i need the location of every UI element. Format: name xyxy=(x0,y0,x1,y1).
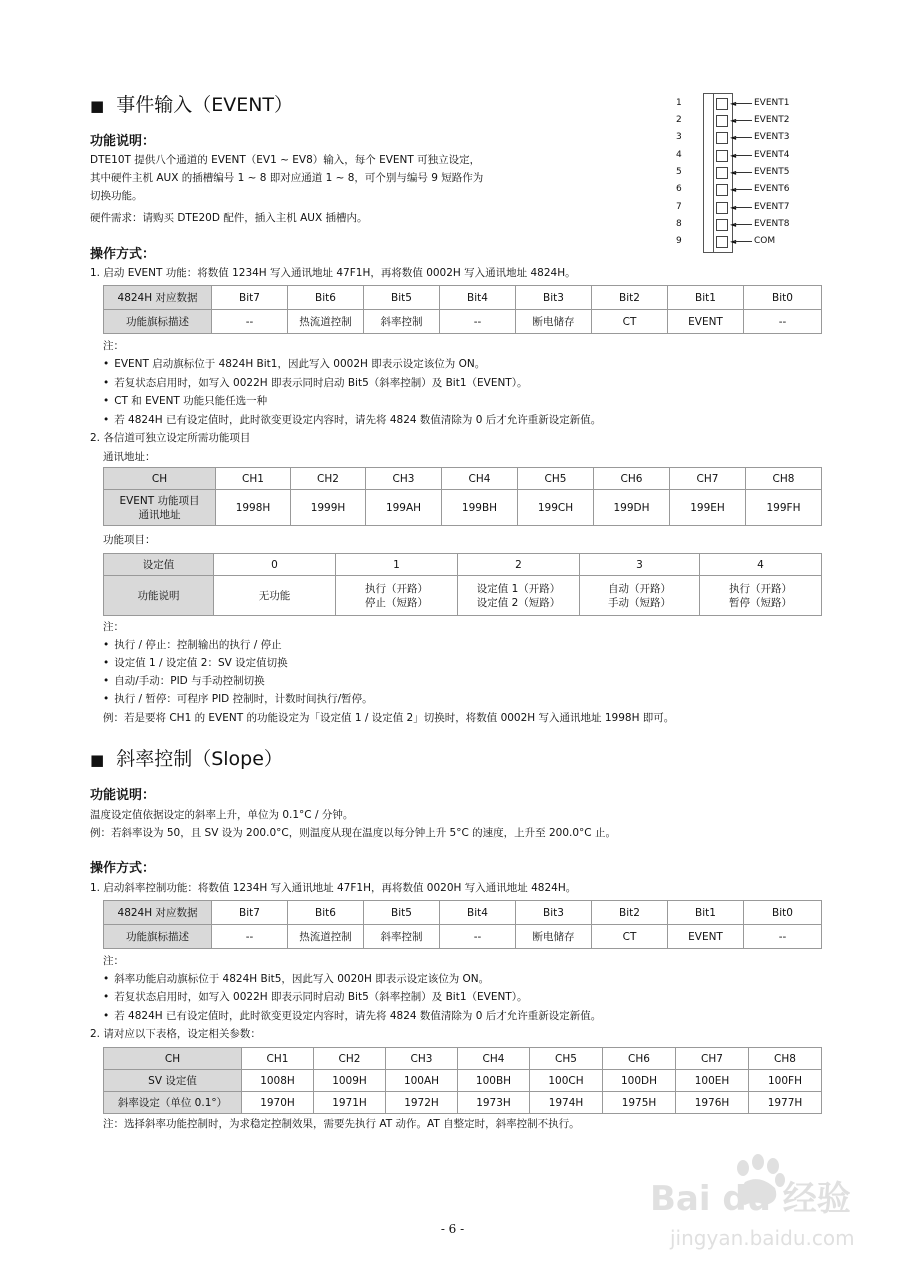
desc-line: 例：若斜率设为 50，且 SV 设为 200.0°C，则温度从现在温度以每分钟上升 5°C 的速度，上升至 200.0°C 止。 xyxy=(90,827,616,839)
table-cell: 199EH xyxy=(670,490,746,526)
table-header-cell: 4824H 对应数据 xyxy=(104,901,212,925)
terminal-label: EVENT2 xyxy=(754,115,790,125)
table-cell: 4 xyxy=(700,554,822,576)
note-item: • EVENT 启动旗标位于 4824H Bit1，因此写入 0002H 即表示设定该位为 ON。 xyxy=(103,357,485,371)
step-1: 1. 启动 EVENT 功能：将数值 1234H 写入通讯地址 47F1H，再将数值 0002H 写入通讯地址 4824H。 xyxy=(90,267,576,279)
table-cell: CH7 xyxy=(670,468,746,490)
table-cell: CH8 xyxy=(749,1048,822,1070)
pin-number: 8 xyxy=(676,219,682,229)
table-cell: CH5 xyxy=(530,1048,603,1070)
pin-number: 6 xyxy=(676,184,682,194)
arrow-left-icon: ◄ xyxy=(730,116,737,125)
table-cell: 1999H xyxy=(291,490,366,526)
desc-line: 温度设定值依据设定的斜率上升，单位为 0.1°C / 分钟。 xyxy=(90,809,354,821)
table-cell: 100EH xyxy=(676,1070,749,1092)
table-cell: Bit0 xyxy=(744,901,822,925)
table-cell: 199FH xyxy=(746,490,822,526)
pin-number: 5 xyxy=(676,167,682,177)
table-cell: 1008H xyxy=(242,1070,314,1092)
table-cell: 断电储存 xyxy=(516,310,592,334)
terminal-label: EVENT6 xyxy=(754,184,790,194)
bit-table-event xyxy=(103,285,822,334)
table-cell: -- xyxy=(744,310,822,334)
pin-number: 2 xyxy=(676,115,682,125)
terminal-label: EVENT5 xyxy=(754,167,790,177)
table-cell: Bit7 xyxy=(212,901,288,925)
arrow-left-icon: ◄ xyxy=(730,220,737,229)
table-cell: Bit3 xyxy=(516,286,592,310)
table-cell: 1974H xyxy=(530,1092,603,1114)
note-item: • 若 4824H 已有设定值时，此时欲变更设定内容时，请先将 4824 数值清除为 0 后才允许重新设定新值。 xyxy=(103,1009,601,1023)
table-cell: 100AH xyxy=(386,1070,458,1092)
table-cell: EVENT xyxy=(668,925,744,949)
note-item: • CT 和 EVENT 功能只能任选一种 xyxy=(103,394,267,408)
sv-slope-table xyxy=(103,1047,822,1114)
desc-line: 切换功能。 xyxy=(90,190,143,202)
terminal-box xyxy=(716,115,728,127)
table-cell: 3 xyxy=(580,554,700,576)
arrow-left-icon: ◄ xyxy=(730,237,737,246)
table-cell: 设定值 1（开路） 设定值 2（短路） xyxy=(458,576,580,616)
desc-line: DTE10T 提供八个通道的 EVENT（EV1 ~ EV8）输入，每个 EVENT 可独立设定， xyxy=(90,154,481,166)
note-item: • 自动/手动：PID 与手动控制切换 xyxy=(103,674,265,688)
table-cell: 1971H xyxy=(314,1092,386,1114)
table-cell: 100DH xyxy=(603,1070,676,1092)
table-cell: 执行（开路） 停止（短路） xyxy=(336,576,458,616)
terminal-label: EVENT3 xyxy=(754,132,790,142)
table-cell: Bit4 xyxy=(440,286,516,310)
table-cell: CH7 xyxy=(676,1048,749,1070)
page-number: - 6 - xyxy=(440,1222,465,1236)
table-cell: CH2 xyxy=(314,1048,386,1070)
ch-address-table xyxy=(103,467,822,526)
table-cell: 斜率控制 xyxy=(364,925,440,949)
table-cell: 1970H xyxy=(242,1092,314,1114)
table-header-cell: 设定值 xyxy=(104,554,214,576)
note-item: • 若复状态启用时，如写入 0022H 即表示同时启动 Bit5（斜率控制）及 Bit1（EVENT）。 xyxy=(103,990,527,1004)
table-cell: 1976H xyxy=(676,1092,749,1114)
table-header-cell: 斜率设定（单位 0.1°） xyxy=(104,1092,242,1114)
section-title-slope: ■ 斜率控制（Slope） xyxy=(90,748,283,770)
func-heading: 功能说明： xyxy=(90,134,156,149)
arrow-left-icon: ◄ xyxy=(730,185,737,194)
arrow-left-icon: ◄ xyxy=(730,203,737,212)
table-cell: 1972H xyxy=(386,1092,458,1114)
table-cell: Bit5 xyxy=(364,286,440,310)
table-cell: 199DH xyxy=(594,490,670,526)
step-1: 1. 启动斜率控制功能：将数值 1234H 写入通讯地址 47F1H，再将数值 0020H 写入通讯地址 4824H。 xyxy=(90,882,577,894)
final-note: 注：选择斜率功能控制时，为求稳定控制效果，需要先执行 AT 动作。AT 自整定时，斜率控制不执行。 xyxy=(103,1118,580,1130)
table-cell: Bit6 xyxy=(288,901,364,925)
table-cell: CH4 xyxy=(442,468,518,490)
addr-label: 通讯地址： xyxy=(103,451,156,463)
terminal-label: EVENT4 xyxy=(754,150,790,160)
note-label: 注： xyxy=(103,340,124,352)
table-cell: 斜率控制 xyxy=(364,310,440,334)
table-cell: Bit4 xyxy=(440,901,516,925)
op-heading: 操作方式： xyxy=(90,861,156,876)
table-cell: CH6 xyxy=(603,1048,676,1070)
watermark-url: jingyan.baidu.com xyxy=(670,1226,855,1250)
arrow-left-icon: ◄ xyxy=(730,99,737,108)
table-cell: 自动（开路） 手动（短路） xyxy=(580,576,700,616)
table-cell: CH2 xyxy=(291,468,366,490)
table-cell: CH1 xyxy=(242,1048,314,1070)
table-cell: 无功能 xyxy=(214,576,336,616)
pin-number: 4 xyxy=(676,150,682,160)
table-header-cell: 功能说明 xyxy=(104,576,214,616)
table-cell: Bit3 xyxy=(516,901,592,925)
table-header-cell: 功能旗标描述 xyxy=(104,925,212,949)
table-cell: Bit5 xyxy=(364,901,440,925)
example-text: 例：若是要将 CH1 的 EVENT 的功能设定为「设定值 1 / 设定值 2」切换时，将数值 0002H 写入通讯地址 1998H 即可。 xyxy=(103,712,675,724)
table-header-cell: SV 设定值 xyxy=(104,1070,242,1092)
table-cell: 1998H xyxy=(216,490,291,526)
bit-table-slope xyxy=(103,900,822,949)
table-cell: 1009H xyxy=(314,1070,386,1092)
note-label: 注： xyxy=(103,955,124,967)
table-cell: 199AH xyxy=(366,490,442,526)
table-cell: -- xyxy=(440,310,516,334)
terminal-box xyxy=(716,98,728,110)
table-cell: Bit6 xyxy=(288,286,364,310)
note-item: • 斜率功能启动旗标位于 4824H Bit5，因此写入 0020H 即表示设定该位为 ON。 xyxy=(103,972,489,986)
table-cell: CH3 xyxy=(366,468,442,490)
table-cell: Bit1 xyxy=(668,286,744,310)
table-cell: 热流道控制 xyxy=(288,925,364,949)
table-cell: 1973H xyxy=(458,1092,530,1114)
table-cell: -- xyxy=(440,925,516,949)
terminal-label: EVENT1 xyxy=(754,98,790,108)
pin-number: 7 xyxy=(676,202,682,212)
table-cell: -- xyxy=(212,925,288,949)
table-cell: 100BH xyxy=(458,1070,530,1092)
pin-number: 3 xyxy=(676,132,682,142)
table-cell: CH6 xyxy=(594,468,670,490)
hardware-requirement: 硬件需求：请购买 DTE20D 配件，插入主机 AUX 插槽内。 xyxy=(90,212,368,224)
terminal-label: EVENT8 xyxy=(754,219,790,229)
table-cell: 100FH xyxy=(749,1070,822,1092)
table-cell: 2 xyxy=(458,554,580,576)
table-cell: 0 xyxy=(214,554,336,576)
table-header-cell: EVENT 功能项目 通讯地址 xyxy=(104,490,216,526)
table-header-cell: 4824H 对应数据 xyxy=(104,286,212,310)
table-cell: Bit2 xyxy=(592,286,668,310)
pin-number: 1 xyxy=(676,98,682,108)
terminal-box xyxy=(716,236,728,248)
op-heading: 操作方式： xyxy=(90,247,156,262)
arrow-left-icon: ◄ xyxy=(730,168,737,177)
table-header-cell: 功能旗标描述 xyxy=(104,310,212,334)
watermark-brand: Bai du 经验 xyxy=(650,1179,851,1219)
table-cell: 1 xyxy=(336,554,458,576)
table-cell: EVENT xyxy=(668,310,744,334)
terminal-label: EVENT7 xyxy=(754,202,790,212)
note-item: • 执行 / 暂停：可程序 PID 控制时，计数时间执行/暂停。 xyxy=(103,692,373,706)
table-cell: 断电储存 xyxy=(516,925,592,949)
table-cell: Bit0 xyxy=(744,286,822,310)
table-cell: CT xyxy=(592,925,668,949)
table-cell: 100CH xyxy=(530,1070,603,1092)
function-items-table xyxy=(103,553,822,616)
func-heading: 功能说明： xyxy=(90,788,156,803)
table-cell: Bit7 xyxy=(212,286,288,310)
terminal-box xyxy=(716,184,728,196)
table-header-cell: CH xyxy=(104,468,216,490)
table-cell: 1975H xyxy=(603,1092,676,1114)
terminal-label: COM xyxy=(754,236,776,246)
terminal-box xyxy=(716,202,728,214)
table-cell: 199BH xyxy=(442,490,518,526)
table-cell: CH4 xyxy=(458,1048,530,1070)
table-cell: CH3 xyxy=(386,1048,458,1070)
desc-line: 其中硬件主机 AUX 的插槽编号 1 ~ 8 即对应通道 1 ~ 8，可个别与编号 9 短路作为 xyxy=(90,172,484,184)
section-title-event: ■ 事件输入（EVENT） xyxy=(90,94,294,116)
table-cell: 1977H xyxy=(749,1092,822,1114)
step-2: 2. 请对应以下表格，设定相关参数： xyxy=(90,1028,261,1040)
table-cell: -- xyxy=(744,925,822,949)
terminal-box xyxy=(716,150,728,162)
baidu-watermark xyxy=(640,1150,880,1260)
note-item: • 若复状态启用时，如写入 0022H 即表示同时启动 Bit5（斜率控制）及 Bit1（EVENT）。 xyxy=(103,376,527,390)
note-item: • 设定值 1 / 设定值 2：SV 设定值切换 xyxy=(103,656,288,670)
pin-number: 9 xyxy=(676,236,682,246)
table-cell: -- xyxy=(212,310,288,334)
terminal-box xyxy=(716,132,728,144)
arrow-left-icon: ◄ xyxy=(730,133,737,142)
arrow-left-icon: ◄ xyxy=(730,151,737,160)
func-items-label: 功能项目： xyxy=(103,534,156,546)
table-cell: CT xyxy=(592,310,668,334)
note-label: 注： xyxy=(103,621,124,633)
note-item: • 执行 / 停止：控制输出的执行 / 停止 xyxy=(103,638,282,652)
table-header-cell: CH xyxy=(104,1048,242,1070)
terminal-box xyxy=(716,219,728,231)
table-cell: Bit2 xyxy=(592,901,668,925)
note-item: • 若 4824H 已有设定值时，此时欲变更设定内容时，请先将 4824 数值清除为 0 后才允许重新设定新值。 xyxy=(103,413,601,427)
table-cell: 热流道控制 xyxy=(288,310,364,334)
table-cell: Bit1 xyxy=(668,901,744,925)
table-cell: CH5 xyxy=(518,468,594,490)
step-2: 2. 各信道可独立设定所需功能项目 xyxy=(90,432,251,444)
table-cell: CH8 xyxy=(746,468,822,490)
table-cell: 执行（开路） 暂停（短路） xyxy=(700,576,822,616)
terminal-box xyxy=(716,167,728,179)
table-cell: 199CH xyxy=(518,490,594,526)
table-cell: CH1 xyxy=(216,468,291,490)
